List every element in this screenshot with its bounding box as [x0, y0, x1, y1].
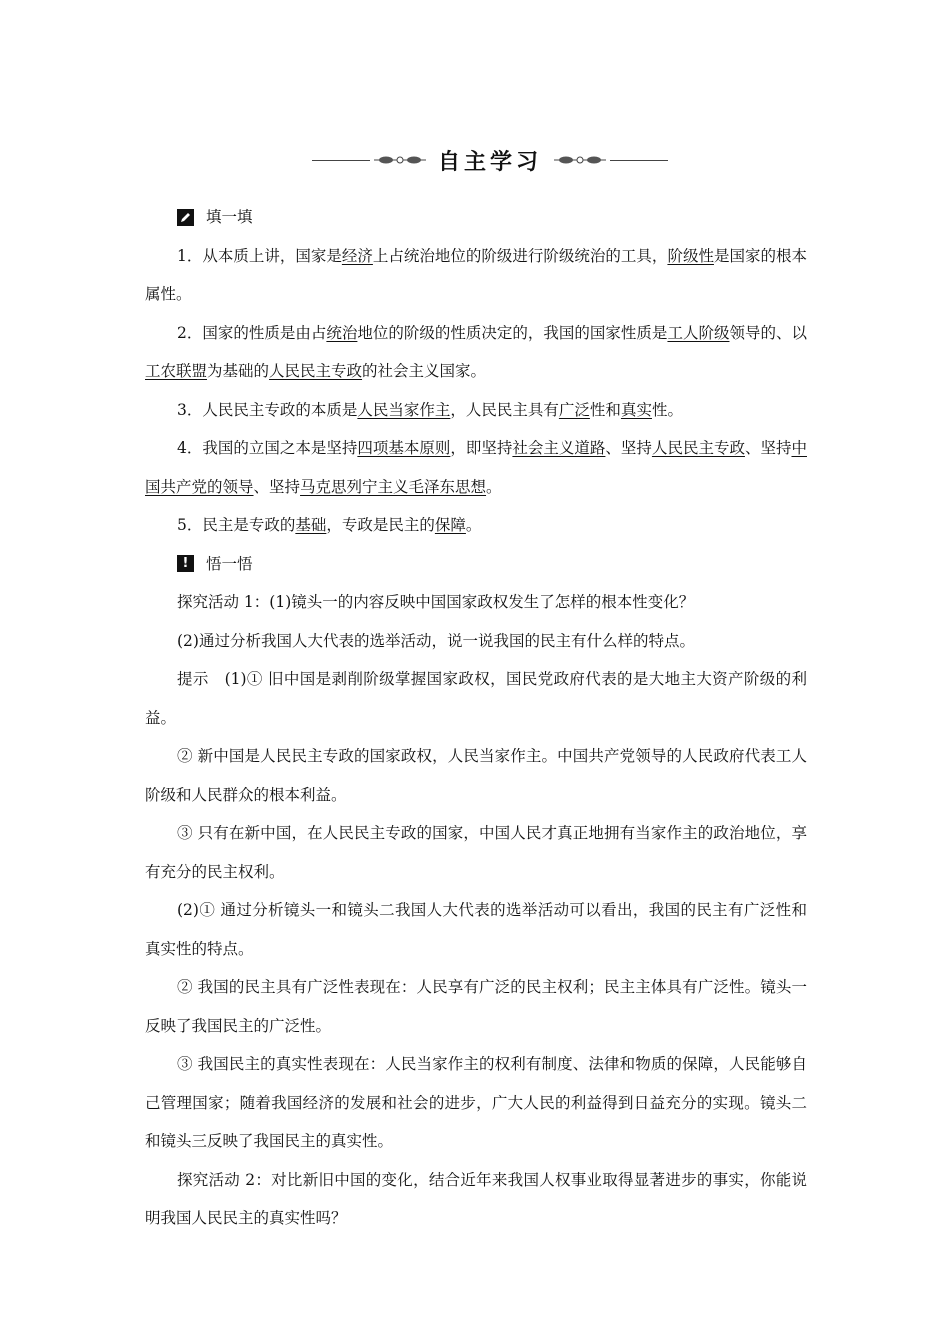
ornament-right-icon: [554, 154, 606, 166]
fill-item-text: 。: [486, 477, 502, 496]
fill-item-text: 5．民主是专政的: [177, 516, 296, 534]
fill-item-answer: 真实: [620, 400, 652, 419]
fill-item-answer: 人民民主专政: [269, 362, 363, 380]
fill-item-answer: 阶级性: [667, 246, 714, 265]
fill-item-answer: 四项基本原则: [357, 439, 451, 457]
fill-item-answer: 基础: [295, 516, 327, 534]
fill-item-text: 1．从本质上讲，国家是: [177, 246, 342, 265]
reflect-section-header: [145, 545, 807, 584]
fill-item-answer: 工农联盟: [145, 362, 208, 380]
reflect-paragraph: 提示 (1)① 旧中国是剥削阶级掌握国家政权，国民党政府代表的是大地主大资产阶级的利益。: [145, 670, 807, 727]
content-body: [145, 198, 807, 1238]
fill-item-text: 。: [465, 516, 482, 534]
fill-item-text: 上占统治地位的阶级进行阶级统治的工具，: [372, 246, 668, 265]
fill-item: [145, 506, 807, 545]
fill-items-list: [145, 237, 807, 545]
section-heading: [310, 140, 670, 180]
fill-section-header: [145, 198, 807, 237]
reflect-paragraph: ③ 只有在新中国，在人民民主专政的国家，中国人民才真正地拥有当家作主的政治地位，享有充分的民主权利。: [145, 824, 807, 881]
fill-item: [145, 314, 807, 391]
fill-item-answer: 经济: [341, 246, 373, 265]
fill-item-text: 、坚持: [253, 477, 301, 496]
fill-item-answer: 中国共产党的领导: [145, 439, 807, 496]
fill-item-answer: 人民民主专政: [651, 439, 745, 457]
reflect-paragraph: (2)① 通过分析镜头一和镜头二我国人大代表的选举活动可以看出，我国的民主有广泛性和真实性的特点。: [145, 901, 807, 958]
fill-section-label: 填一填: [206, 208, 253, 226]
fill-item-text: 地位的阶级的性质决定的，我国的国家性质是: [357, 323, 668, 342]
fill-item-answer: 统治: [326, 323, 358, 342]
fill-item-text: ，专政是民主的: [326, 516, 435, 534]
fill-item-text: ，即坚持: [450, 439, 513, 457]
heading-rule-right: [610, 160, 668, 161]
fill-item-text: 性和: [589, 400, 621, 419]
reflect-paragraph: ③ 我国民主的真实性表现在：人民当家作主的权利有制度、法律和物质的保障，人民能够自己管理国家；随着我国经济的发展和社会的进步，广大人民的利益得到日益充分的实现。镜头二和镜头三反映了我国民主的真实性。: [145, 1055, 807, 1150]
exclamation-icon: !: [177, 555, 194, 572]
reflect-section-label: 悟一悟: [206, 554, 253, 573]
reflect-paragraph: 探究活动 2：对比新旧中国的变化，结合近年来我国人权事业取得显著进步的事实，你能说明我国人民民主的真实性吗？: [145, 1170, 807, 1227]
fill-item: [145, 429, 807, 506]
fill-item-text: 性。: [651, 400, 683, 419]
fill-item-answer: 广泛: [558, 400, 590, 419]
fill-item-text: ，人民民主具有: [450, 400, 559, 419]
fill-item: [145, 237, 807, 314]
reflect-paragraph: ② 我国的民主具有广泛性表现在：人民享有广泛的民主权利；民主主体具有广泛性。镜头一反映了我国民主的广泛性。: [145, 978, 807, 1035]
fill-item-answer: 保障: [434, 516, 466, 534]
fill-item: [145, 391, 807, 430]
fill-item-text: 2．国家的性质是由占: [177, 323, 327, 342]
heading-rule-left: [312, 160, 370, 161]
ornament-left-icon: [374, 154, 426, 166]
fill-item-answer: 马克思列宁主义毛泽东思想: [300, 477, 487, 496]
fill-item-text: 的社会主义国家。: [362, 362, 487, 380]
fill-item-text: 为基础的: [207, 362, 270, 380]
fill-item-text: 3．人民民主专政的本质是: [177, 400, 358, 419]
fill-item-text: 、坚持: [744, 439, 792, 457]
fill-item-text: 、坚持: [605, 439, 652, 457]
fill-item-text: 领导的、以: [729, 323, 807, 342]
reflect-paragraph: 探究活动 1：(1)镜头一的内容反映中国国家政权发生了怎样的根本性变化？: [177, 593, 695, 611]
fill-item-text: 4．我国的立国之本是坚持: [177, 439, 358, 457]
fill-item-answer: 社会主义道路: [512, 439, 606, 457]
heading-title: 自主学习: [437, 149, 542, 175]
fill-item-answer: 人民当家作主: [357, 400, 451, 419]
reflect-items-list: [145, 583, 807, 1238]
fill-item-text: 是国家的根本属性。: [145, 246, 807, 303]
reflect-paragraph: ② 新中国是人民民主专政的国家政权，人民当家作主。中国共产党领导的人民政府代表工人阶级和人民群众的根本利益。: [145, 747, 807, 804]
pencil-icon: [177, 209, 194, 226]
fill-item-answer: 工人阶级: [667, 323, 730, 342]
reflect-paragraph: (2)通过分析我国人大代表的选举活动，说一说我国的民主有什么样的特点。: [177, 631, 695, 650]
